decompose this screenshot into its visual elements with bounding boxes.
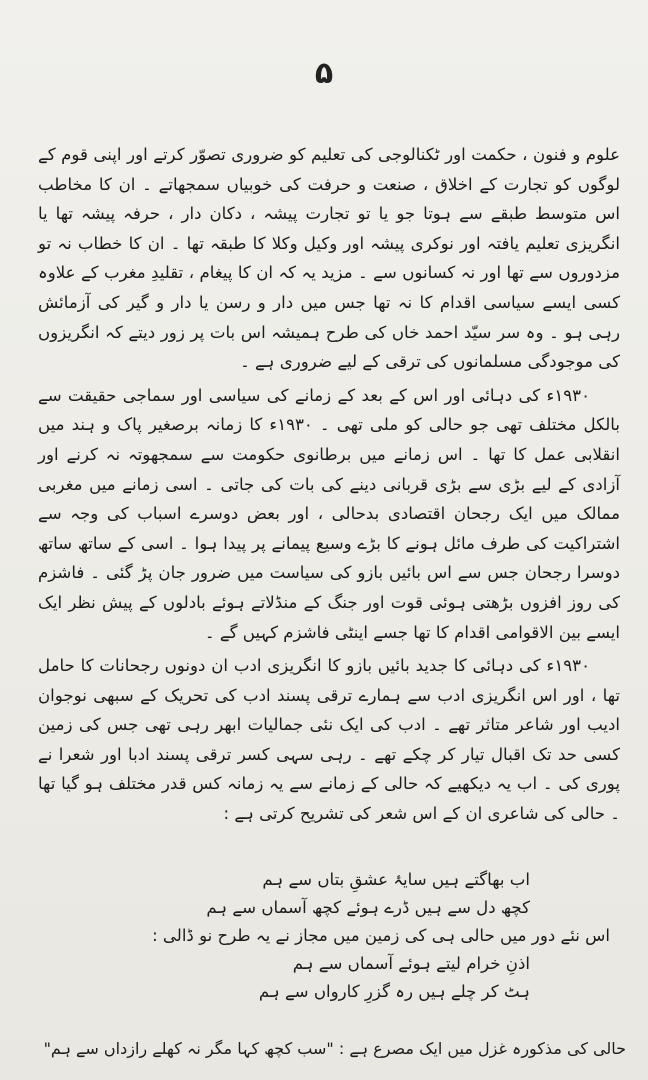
verse-line-4: ہٹ کر چلے ہیں رہ گزرِ کارواں سے ہم <box>258 982 530 1001</box>
footnote: حالی کی مذکورہ غزل میں ایک مصرع ہے : "سب کچھ کہا مگر نہ کھلے رازداں سے ہم" <box>43 1039 626 1058</box>
verse-line-3: اذنِ خرام لیتے ہوئے آسماں سے ہم <box>292 954 530 973</box>
paragraph-1: علوم و فنون ، حکمت اور ٹکنالوجی کی تعلیم کو ضروری تصوّر کرتے اور اپنی قوم کے لوگوں کو تجارت کے اخلاق ، صنعت و حرفت کی خوبیاں سمجھاتے ۔ ان کا مخاطب اس متوسط طبقے سے ہوتا جو یا تو تجارت پیشہ ، دکان دار ، حرفہ پیشہ تھا یا انگریزی تعلیم یافتہ اور نوکری پیشہ اور وکیل وکلا کا طبقہ تھا ۔ ان کا خطاب نہ تو مزدوروں سے تھا اور نہ کسانوں سے ۔ مزید یہ کہ ان کا پیغام ، تقلیدِ مغرب کے علاوہ کسی ایسے سیاسی اقدام کا نہ تھا جس میں دار و رسن یا دار و گیر کی آزمائش رہی ہو ۔ وہ سر سیّد احمد خاں کی طرح ہمیشہ اس بات پر زور دیتے کہ انگریزوں کی موجودگی مسلمانوں کی ترقی کے لیے ضروری ہے ۔ <box>38 145 620 372</box>
verse-block <box>120 866 610 1006</box>
verse-line-1: اب بھاگتے ہیں سایۂ عشقِ بتاں سے ہم <box>262 870 530 889</box>
verse-line-2: کچھ دل سے ہیں ڈرے ہوئے کچھ آسماں سے ہم <box>206 898 530 917</box>
paragraph-3: ۱۹۳۰ء کی دہائی کا جدید بائیں بازو کا انگریزی ادب ان دونوں رجحانات کا حامل تھا ، اور اس انگریزی ادب سے ہمارے ترقی پسند ادب کی تحریک کے سبھی نوجوان ادیب اور شاعر متاثر تھے ۔ ادب کی ایک نئی جمالیات ابھر رہی تھی جس کی زمین کسی حد تک اقبال تیار کر چکے تھے ۔ رہی سہی کسر ترقی پسند ادبا اور شعرا نے پوری کی ۔ اب یہ دیکھیے کہ حالی کے زمانے سے یہ زمانہ کس قدر مختلف ہو گیا تھا ۔ حالی کی شاعری ان کے اس شعر کی تشریح کرتی ہے : <box>38 656 620 824</box>
body-text <box>38 140 620 833</box>
verse-intro: اس نئے دور میں حالی ہی کی زمین میں مجاز نے یہ طرح نو ڈالی : <box>152 926 610 945</box>
paragraph-2: ۱۹۳۰ء کی دہائی اور اس کے بعد کے زمانے کی سیاسی اور سماجی حقیقت سے بالکل مختلف تھی جو حالی کو ملی تھی ۔ ۱۹۳۰ء کا زمانہ برصغیر پاک و ہند میں انقلابی عمل کا تھا ۔ اس زمانے میں برطانوی حکومت سے سمجھوتہ نہ کرنے اور آزادی کے لیے بڑی سے بڑی قربانی دینے کی بات کی جاتی ۔ اسی زمانے میں مغربی ممالک میں ایک رجحان اقتصادی بدحالی ، اور بعض دوسرے اسباب کی وجہ سے اشتراکیت کی طرف مائل ہونے کا بڑے وسیع پیمانے پر پیدا ہوا ۔ اسی کے ساتھ ساتھ دوسرا رجحان جس سے اس بائیں بازو کی سیاست میں ضرور جان پڑ گئی ۔ فاشزم کی روز افزوں بڑھتی ہوئی قوت اور جنگ کے منڈلاتے ہوئے بادلوں کے پیش نظر ایک ایسے بین الاقوامی اقدام کا تھا جسے اینٹی فاشزم کہیں گے ۔ <box>38 385 620 642</box>
page-number: ۵ <box>314 56 334 91</box>
